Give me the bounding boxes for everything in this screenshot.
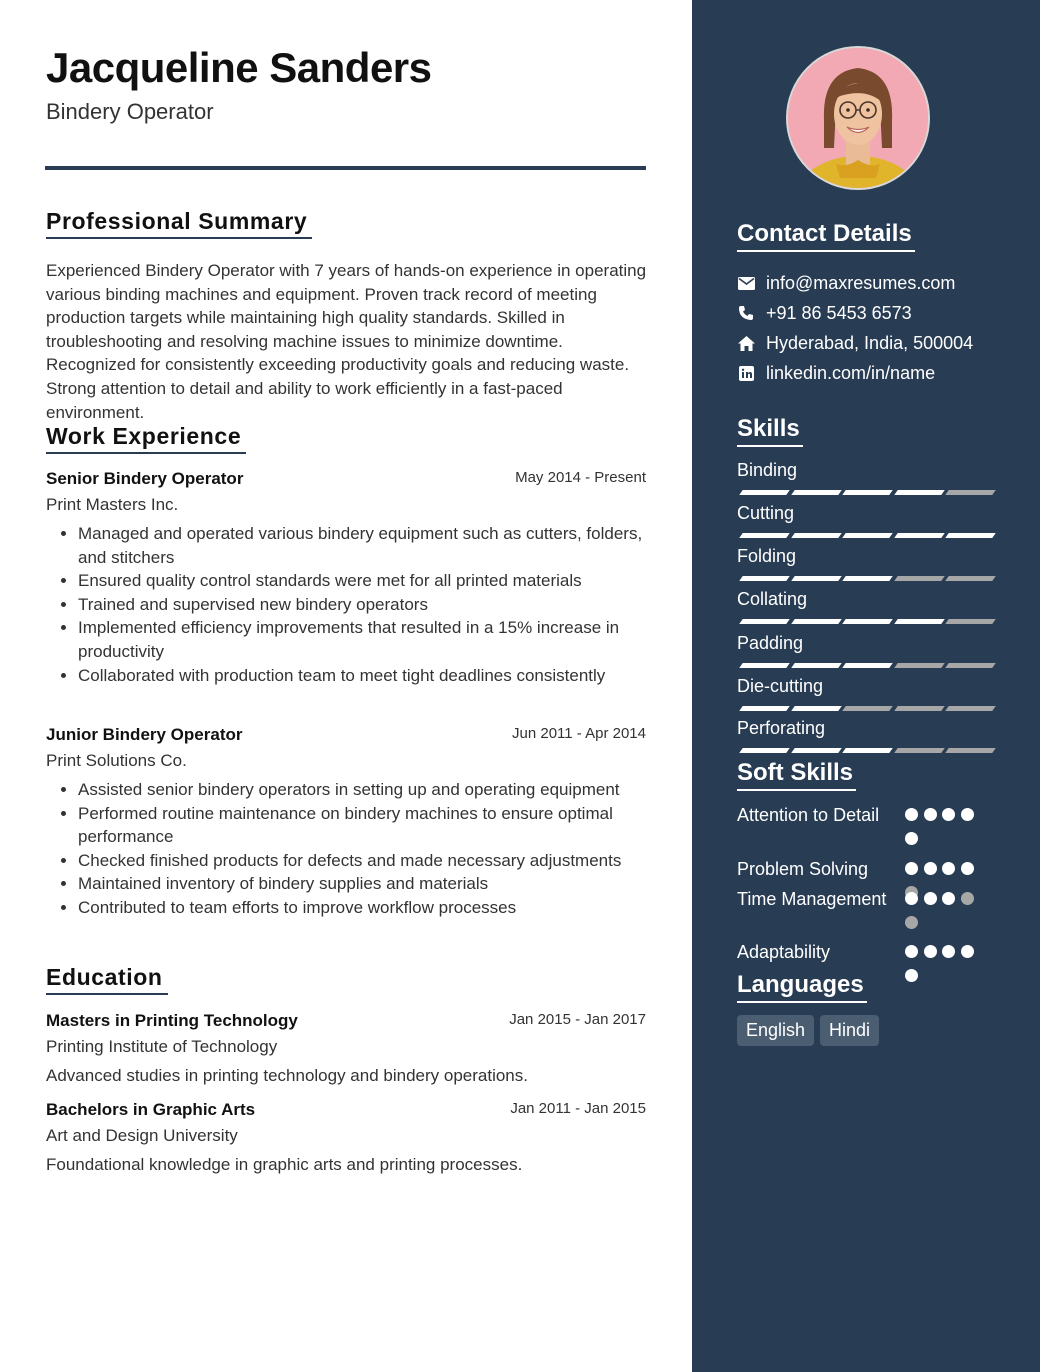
- job-bullet: • Ensured quality control standards were met for all printed materials: [78, 569, 646, 593]
- rating-dot-empty: [961, 892, 974, 905]
- skill-name: Padding: [737, 633, 804, 653]
- summary-heading: Professional Summary: [46, 208, 312, 239]
- skill-segment-empty: [945, 576, 996, 581]
- job-position: Senior Bindery Operator: [46, 469, 244, 488]
- skill-segment-filled: [739, 490, 790, 495]
- language-chip: Hindi: [820, 1015, 879, 1046]
- summary-text: Experienced Bindery Operator with 7 years of hands-on experience in operating various binding machines and equipment. Proven track record of meeting production targets while maintaining high quality standards. Skilled in troubleshooting and resolving machine issues to minimize downtime. Recognized for consistently exceeding productivity goals and reducing waste. Strong attention to detail and ability to work efficiently in a fast-paced environment.: [46, 261, 647, 422]
- skill-segment-filled: [842, 663, 893, 668]
- skill-name: Die-cutting: [737, 676, 824, 696]
- job-bullet: • Managed and operated various bindery equipment such as cutters, folders, and stitchers: [78, 522, 646, 569]
- skill-segment-filled: [791, 748, 842, 753]
- job-position: Junior Bindery Operator: [46, 725, 243, 744]
- skill-segment-filled: [739, 663, 790, 668]
- rating-dot-filled: [905, 862, 918, 875]
- skill-name: Collating: [737, 589, 808, 609]
- job-dates: May 2014 - Present: [515, 469, 646, 486]
- soft-skill-name: Problem Solving: [737, 859, 869, 879]
- education-dates: Jan 2015 - Jan 2017: [509, 1011, 646, 1028]
- job-bullet: • Contributed to team efforts to improve workflow processes: [78, 896, 646, 920]
- job-bullet: • Assisted senior bindery operators in setting up and operating equipment: [78, 778, 646, 802]
- skill-segment-filled: [791, 663, 842, 668]
- skill-segment-filled: [739, 706, 790, 711]
- skill-item: [737, 718, 993, 754]
- skill-segment-filled: [791, 576, 842, 581]
- job-bullets: [46, 778, 646, 920]
- soft-skill-name: Adaptability: [737, 942, 831, 962]
- job-bullet: • Performed routine maintenance on bindery machines to ensure optimal performance: [78, 802, 646, 849]
- job-bullet: • Implemented efficiency improvements that resulted in a 15% increase in productivity: [78, 616, 646, 663]
- job-bullets: [46, 522, 646, 687]
- rating-dot-filled: [924, 808, 937, 821]
- rating-dot-filled: [942, 892, 955, 905]
- skill-segment-filled: [739, 748, 790, 753]
- degree-title: Bachelors in Graphic Arts: [46, 1100, 256, 1119]
- skill-item: [737, 503, 993, 539]
- education-entry: [46, 1100, 646, 1175]
- rating-dot-filled: [961, 808, 974, 821]
- contact-linkedin[interactable]: [737, 358, 973, 388]
- skill-name: Binding: [737, 460, 798, 480]
- job-bullet: • Collaborated with production team to meet tight deadlines consistently: [78, 664, 646, 688]
- skill-segment-filled: [791, 490, 842, 495]
- education-entry: [46, 1011, 646, 1086]
- skill-rating-bar: [737, 533, 993, 539]
- skill-segment-empty: [945, 490, 996, 495]
- skill-rating-bar: [737, 576, 993, 582]
- degree-title: Masters in Printing Technology: [46, 1011, 298, 1030]
- skill-segment-filled: [842, 748, 893, 753]
- soft-skill-name: Attention to Detail: [737, 805, 880, 825]
- skill-segment-empty: [945, 706, 996, 711]
- skill-segment-filled: [894, 619, 945, 624]
- skill-segment-filled: [739, 619, 790, 624]
- header-divider: [45, 166, 646, 170]
- rating-dot-empty: [905, 916, 918, 929]
- contact-phone-text: +91 86 5453 6573: [766, 302, 912, 323]
- skill-rating-bar: [737, 619, 993, 625]
- avatar-illustration: [788, 48, 928, 188]
- rating-dot-filled: [924, 945, 937, 958]
- skill-segment-filled: [894, 490, 945, 495]
- contact-linkedin-text: linkedin.com/in/name: [766, 362, 936, 383]
- education-heading: Education: [46, 964, 168, 995]
- rating-dot-filled: [905, 969, 918, 982]
- job-company: Print Solutions Co.: [46, 751, 187, 770]
- skill-name: Cutting: [737, 503, 795, 523]
- job-bullet: • Maintained inventory of bindery supplies and materials: [78, 872, 646, 896]
- skill-segment-filled: [945, 533, 996, 538]
- job-entry: [46, 725, 646, 920]
- contact-heading: Contact Details: [737, 220, 915, 252]
- contact-address: [737, 328, 973, 358]
- rating-dot-filled: [905, 832, 918, 845]
- rating-dot-filled: [905, 892, 918, 905]
- skill-segment-filled: [791, 706, 842, 711]
- phone-icon: [737, 304, 755, 322]
- envelope-icon: [737, 274, 755, 292]
- school-name: Art and Design University: [46, 1126, 238, 1145]
- contact-address-text: Hyderabad, India, 500004: [766, 332, 974, 353]
- skill-item: [737, 546, 993, 582]
- skill-rating-bar: [737, 706, 993, 712]
- rating-dot-filled: [961, 945, 974, 958]
- job-bullet: • Checked finished products for defects and made necessary adjustments: [78, 849, 646, 873]
- skill-name: Folding: [737, 546, 797, 566]
- skills-heading: Skills: [737, 415, 803, 447]
- contact-phone[interactable]: [737, 298, 973, 328]
- experience-heading: Work Experience: [46, 423, 246, 454]
- skill-segment-filled: [791, 619, 842, 624]
- rating-dot-filled: [942, 945, 955, 958]
- skill-rating-bar: [737, 490, 993, 496]
- skill-segment-filled: [842, 533, 893, 538]
- skill-segment-filled: [842, 619, 893, 624]
- skill-segment-empty: [894, 706, 945, 711]
- rating-dot-filled: [961, 862, 974, 875]
- skill-item: [737, 633, 993, 669]
- job-company: Print Masters Inc.: [46, 495, 179, 514]
- soft-skill-name: Time Management: [737, 889, 887, 909]
- skill-segment-empty: [842, 706, 893, 711]
- job-entry: [46, 469, 646, 687]
- skill-segment-filled: [739, 533, 790, 538]
- job-bullet: • Trained and supervised new bindery operators: [78, 593, 646, 617]
- skill-rating-bar: [737, 663, 993, 669]
- skill-segment-empty: [894, 576, 945, 581]
- rating-dot-filled: [924, 892, 937, 905]
- education-dates: Jan 2011 - Jan 2015: [510, 1100, 646, 1117]
- skill-item: [737, 460, 993, 496]
- skill-item: [737, 589, 993, 625]
- rating-dot-filled: [924, 862, 937, 875]
- rating-dot-filled: [905, 808, 918, 821]
- skill-segment-empty: [945, 748, 996, 753]
- education-description: Foundational knowledge in graphic arts and printing processes.: [46, 1155, 523, 1174]
- skill-segment-filled: [842, 490, 893, 495]
- home-icon: [737, 334, 755, 352]
- language-chip: English: [737, 1015, 814, 1046]
- rating-dot-filled: [942, 808, 955, 821]
- skill-segment-filled: [791, 533, 842, 538]
- soft-skills-heading: Soft Skills: [737, 759, 856, 791]
- contact-list: [737, 268, 973, 388]
- sidebar: [692, 0, 1040, 1372]
- skill-rating-bar: [737, 748, 993, 754]
- contact-email-text: info@maxresumes.com: [766, 272, 956, 293]
- education-description: Advanced studies in printing technology and bindery operations.: [46, 1066, 528, 1085]
- skill-segment-empty: [894, 663, 945, 668]
- skill-segment-filled: [739, 576, 790, 581]
- rating-dot-filled: [942, 862, 955, 875]
- job-dates: Jun 2011 - Apr 2014: [512, 725, 646, 742]
- languages-heading: Languages: [737, 971, 867, 1003]
- rating-dot-filled: [905, 945, 918, 958]
- skill-segment-filled: [894, 533, 945, 538]
- skill-name: Perforating: [737, 718, 826, 738]
- skill-segment-filled: [842, 576, 893, 581]
- linkedin-icon: [737, 364, 755, 382]
- skill-segment-empty: [894, 748, 945, 753]
- profile-photo: [786, 46, 930, 190]
- candidate-name: Jacqueline Sanders: [46, 44, 432, 91]
- skill-segment-empty: [945, 663, 996, 668]
- job-title: Bindery Operator: [46, 99, 214, 124]
- contact-email[interactable]: [737, 268, 973, 298]
- skill-segment-empty: [945, 619, 996, 624]
- school-name: Printing Institute of Technology: [46, 1037, 278, 1056]
- skill-item: [737, 676, 993, 712]
